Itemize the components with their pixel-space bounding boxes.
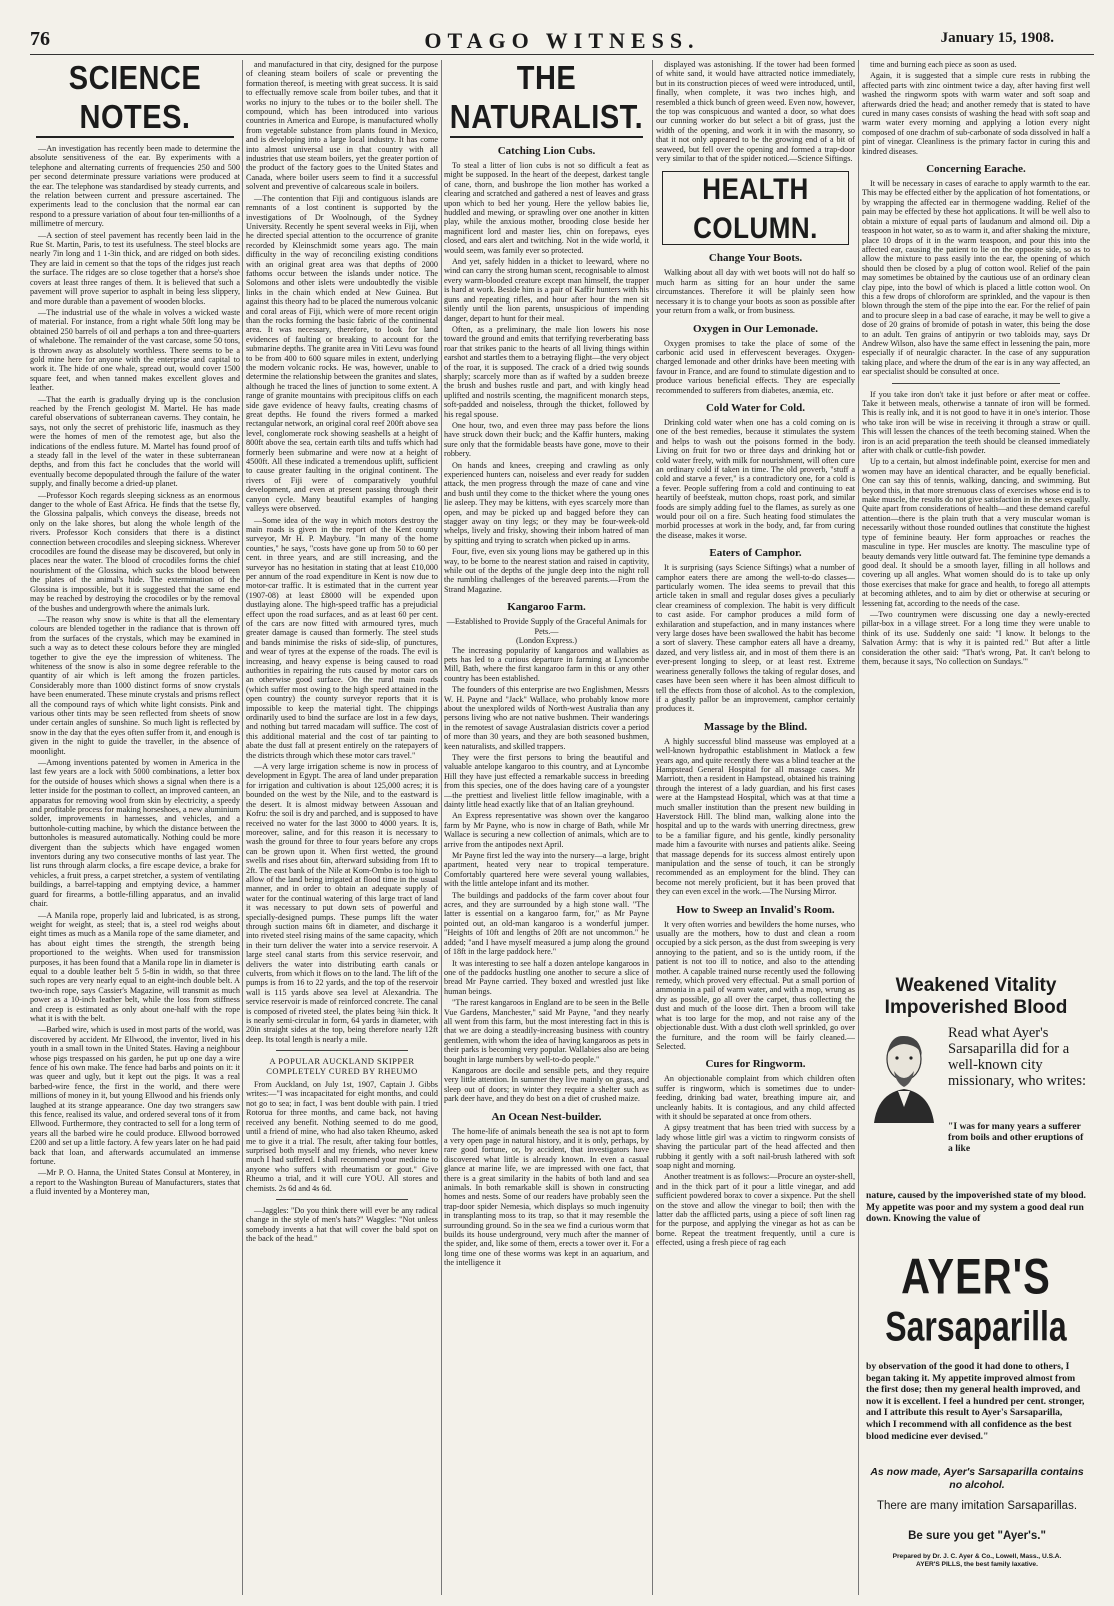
article-paragraph: It was interesting to see half a dozen antelope kangaroos in one of the paddocks hustling one another to secure a slice of bread Mr Payne carried. They boxed and wrestled just like human beings.	[444, 958, 649, 996]
section-heading-health: HEALTH COLUMN.	[693, 171, 818, 246]
article-paragraph: One hour, two, and even three may pass before the lions have struck down their buck; and the Kaffir hunters, making sure only that the formidable beasts have gone, move to their robbery.	[444, 420, 649, 459]
ad-brand-sarsaparilla: Sarsaparilla	[885, 1302, 1067, 1350]
science-note-paragraph: —Mr P. O. Hanna, the United States Consul at Monterey, in a report to the Washington Bureau of Manufacturers, states that a fluid invented by a Monterey man,	[30, 1168, 240, 1197]
column-continued	[246, 60, 438, 1595]
article-subtitle: (London Express.)	[516, 636, 577, 646]
article-paragraph: Drinking cold water when one has a cold coming on is one of the best remedies, because it stimulates the system and helps to wash out the poisons formed in the body. Living on fruit for two or three days and drinking hot or cold water freely, with milk for nourishment, will often cure an ordinary cold if taken in time. The old proverb, "stuff a cold and starve a fever," is a contradictory one, for a cold is a fever. People suffering from a cold and continuing to eat heartily of beefsteak, mutton chops, roast pork, and similar foods are simply adding fuel to the flames, as surely as one would pour oil on a fire. Such heating food stimulates the morbid processes at work in the body, and, far from curing the disease, makes it worse.	[656, 417, 855, 540]
ad-imitations-warning: There are many imitation Sarsaparillas.	[876, 1500, 1078, 1512]
health-articles	[862, 162, 1090, 377]
article-title: An Ocean Nest-builder.	[491, 1110, 602, 1123]
article-continued	[862, 60, 1090, 156]
article-paragraph: The founders of this enterprise are two Englishmen, Messrs W. H. Payne and "Jack" Wallace, who probably know more about the unexplored wilds of North-west Australia than any persons living who are not native bushmen. Their wanderings in the remotest of savage Australasian districts cover a period of more than 30 years, and they are both seasoned bushmen, keen naturalists, and skilled trappers.	[444, 685, 649, 751]
ad-be-sure: Be sure you get "Ayer's."	[908, 1530, 1046, 1542]
column-health-continued	[862, 60, 1090, 965]
page-number: 76	[30, 28, 50, 50]
article-title: Concerning Earache.	[926, 163, 1026, 176]
science-note-paragraph: —Among inventions patented by women in America in the last few years are a lock with 5000 combinations, a letter box for the outside of houses which shows a signal when there is a letter inside for the postman to collect, an improved canteen, an apparatus for removing wool from skin by electricity, a speedy and profitable process for making horseshoes, a new aluminium solder, improvements in harnesses, and vehicles, and a buttonhole-cutting machine, by which the distance between the buttonholes is measured automatically. Nothing could be more divergent than the subjects which have engaged women inventors during any two consecutive months of last year. The list runs through alarm clocks, a fire escape device, a brake for vehicles, a fruit press, a carpet stretcher, a system of ventilating buildings, a barrel-tapping and emptying device, a hammer guard for firearms, a bottle-filling apparatus, and an invalid chair.	[30, 758, 240, 909]
page-header	[30, 28, 1094, 55]
article-paragraph: The buildings and paddocks of the farm cover about four acres, and they are surrounded by a high stone wall. "The latter is essential on a kangaroo farm, for," as Mr Payne pointed out, an old-man kangaroo is a wonderful jumper. "Heights of 10ft and lengths of 20ft are not uncommon." he added; "and I have myself measured a jump along the ground of 18ft in the large paddock here."	[444, 890, 649, 957]
article-continued	[656, 60, 855, 163]
column-rule	[652, 60, 653, 1595]
article-paragraph: Kangaroos are docile and sensible pets, and they require very little attention. In summer they live mainly on grass, and sleep out of doors; in winter they require a shelter such as park deer have, and they do best on a diet of crushed maize.	[444, 1065, 649, 1104]
column-health	[656, 60, 855, 1595]
ad-brand-ayers: AYER'S	[901, 1249, 1051, 1305]
misc-paragraph: If you take iron don't take it just before or after meat or coffee. Take it between meals, otherwise a tannate of iron will be formed. This is really ink, and it is not good to have it in one's interior. Those who take iron will be wise in receiving it through a straw or quill. This will lessen the chances of the teeth becoming stained. When the iron is an acid preparation the teeth should be cleansed immediately after with chalk or cuttle-fish powder.	[862, 389, 1090, 456]
science-note-paragraph: —A very large irrigation scheme is now in process of development in Egypt. The area of land under preparation for irrigation and cultivation is about 125,000 acres; it is bounded on the west by the Nile, and to the eastward is the desert. It is almost midway between Assouan and Kofru: the soil is dry and parched, and is supposed to have received no water for the last 3000 to 4000 years. It is, moreover, saline, and for this reason it is necessary to wash the ground for three to four years before any crops can be grown upon it. When first wetted, the ground swells and rises about 6in, afterward subsiding from 1ft to 2ft. The east bank of the Nile at Kom-Ombo is too high to allow of the land being irrigated at flood time in the usual manner, and in order to obtain an adequate supply of water for the continual watering of this large tract of land it was necessary to put down sets of powerful and specially-designed pumps. These pumps lift the water through suction mains 6ft in diameter, and discharge it into riveted steel rising mains of the same capacity, which in their turn deliver the water into a service reservoir. A large steel canal starts from this service reservoir, and delivers the water into distributing earth canals or culverts, from which it flows on to the land. The lift of the pumps is from 16 to 22 yards, and the top of the reservoir wall is 115 yards above sea level at Alexandria. The service reservoir is made of reinforced concrete. The canal is composed of riveted steel, the plates being ¾in thick. It is nearly semi-circular in form, 64 yards in diameter, with 20in straight sides at the top, being therefore nearly 12ft deep. Its total length is nearly a mile.	[246, 762, 438, 1044]
article-paragraph: And yet, safely hidden in a thicket to leeward, where no wind can carry the strong human scent, recognisable to almost every warm-blooded creature except man himself, the trapper is hard at work. Beside him is a pair of Kaffir hunters with his guns and repeating rifles, and hour after hour the men sit silently until the lion parents, unsuspicious of impending danger, depart to hunt for their meal.	[444, 257, 649, 323]
article-title: Cures for Ringworm.	[705, 1058, 806, 1071]
article-paragraph: time and burning each piece as soon as used.	[870, 60, 1017, 69]
paper-title: OTAGO WITNESS.	[424, 28, 700, 53]
article-subtitle: —Established to Provide Supply of the Graceful Animals for Pets.—	[446, 617, 647, 636]
science-note-paragraph: —Professor Koch regards sleeping sickness as an enormous danger to the whole of East Africa. He finds that the tsetse fly, the Glossina palpalis, which conveys the disease, breeds not only on the lake shores, but along the whole length of the rivers. Professor Koch considers that there is a distinct connection between crocodiles and sleeping sickness. Wherever crocodiles are found the disease may be discovered, but only in places near the water. The blood of crocodiles forms the chief nourishment of the Glossina, which sucks the blood between the plates of the animal's hide. The extermination of the Glossina is impossible, but it is suggested that the same end may be reached by destroying the crocodiles or by the removal of the bushes and undergrowth where the animals lurk.	[30, 490, 240, 613]
article-paragraph: An objectionable complaint from which children often suffer is ringworm, which is sometimes due to under-feeding, drinking bad water, breathing impure air, and uncleanly habits. It is contagious, and any child affected with it should be separated at once from others.	[656, 1074, 855, 1121]
article-paragraph: Four, five, even six young lions may be gathered up in this way, to be borne to the nearest station and raised in captivity, while out of the depths of the jungle deep into the night roll the rumbling challenges of the bereaved parents.—From the Strand Magazine.	[444, 547, 649, 594]
ad-maker-line: Prepared by Dr. J. C. Ayer & Co., Lowell, Mass., U.S.A.	[892, 1553, 1062, 1560]
article-paragraph: They were the first persons to bring the beautiful and valuable antelope kangaroo to this country, and at Lyncombe Hill they have just effected a remarkable success in breeding from this species, one of the does having care of a youngster—the prettiest and liveliest little fellow imaginable, with a dainty little head exactly like that of an Italian greyhound.	[444, 752, 649, 809]
science-note-paragraph: —A section of steel pavement has recently been laid in the Rue St. Martin, Paris, to test its usefulness. The steel blocks are nearly 7in long and 1 1-3in thick, and are ridged on both sides. They are laid in cement so that the tops of the ridges just reach the surface. The ridges are so close together that a horse's shoe covers at least three ranges of them. It is believed that such a pavement will prove superior to asphalt in being less slippery, and more durable than a pavement of wooden blocks.	[30, 230, 240, 306]
article-title: Eaters of Camphor.	[709, 547, 802, 560]
article-title: Massage by the Blind.	[703, 720, 808, 733]
article-paragraph: A gipsy treatment that has been tried with success by a lady whose little girl was a victim to ringworm consists of shaving the particular part of the head affected and then rubbing it gently with a soft nail-brush lathered with soft soap night and morning.	[656, 1123, 855, 1170]
misc-paragraph: Up to a certain, but almost indefinable point, exercise for men and women may have an identical character, and be equally beneficial. One can say this of tennis, walking, dancing, and swimming. But beyond this, in that more strenuous class of exercises whose end is to make muscle, the results do not give satisfaction in the sexes equally. Quite apart from considerations of health—and these demand careful attention—there is the plain truth that a very muscular woman is necessarily without those rounded outlines that constitute the highest type of feminine beauty. Her form approaches or reaches the masculine in type. Her muscles are knotty. The masculine type of beauty demands very little outward fat. The feminine type demands a good deal. It should be a smooth layer, filling in all hollows and covering up all angles. What women should do is to take up only those exercises that make for grace and health, to forego all attempts at becoming athletes, and to aim by diet or otherwise at securing or lessening fat, according to the needs of the case.	[862, 457, 1090, 608]
article-paragraph: Walking about all day with wet boots will not do half so much harm as sitting for an hour under the same circumstances. Therefore it will be plainly seen how necessary it is to change your boots as soon as possible after your return from a walk, or from business.	[656, 268, 855, 316]
article-title: Catching Lion Cubs.	[497, 145, 596, 157]
notice-body	[246, 1080, 438, 1193]
article-paragraph: Mr Payne first led the way into the nursery—a large, bright apartment, heated very near to tropical temperature. Comfortably quartered here were several young wallabies, with the little antelope infant and its mother.	[444, 851, 649, 889]
column-rule	[242, 60, 243, 1595]
ad-quote-middle: nature, caused by the impoverished state of my blood. My appetite was poor and my system a good deal run down. Knowing the value of	[866, 1190, 1086, 1225]
column-rule	[858, 60, 859, 1595]
article-title: Cold Water for Cold.	[705, 401, 805, 414]
article-paragraph: Often, as a preliminary, the male lion lowers his nose toward the ground and emits that terrifying reverberating bass roar that strikes panic to the hearts of all living things within earshot and startles them to a betraying flight—the very object of the roar, it is supposed. The crack of a dried twig sounds sharply; scarcely more than as if wafted by a sudden breeze the brush and bushes rustle and part, and with kingly head uplifted and nostrils scenting, the magnificent monarch steps, soft-padded and noiseless, through the thicket, followed by his regal spouse.	[444, 324, 649, 419]
ad-quote-start: "I was for many years a sufferer from boils and other eruptions of a like	[948, 1121, 1084, 1154]
article-paragraph: It will be necessary in cases of earache to apply warmth to the ear. This may be effected either by the application of hot fomentations, or by wrapping the affected ear in thermogene wadding. Relief of the pain may be effected by these hot applications. It will be well also to obtain a mixture of equal parts of laudanum and almond oil. Dip a teaspoon in hot water, so as to warm it, and after shaking the mixture, place 10 drops of it in the warm teaspoon, and pour this into the affected ear, causing the patient to lie on the opposite side, so as to allow the mixture to pass easily into the ear, the opening of which should then be closed by a plug of cotton wool. Relief of the pain may sometimes be obtained by the cautious use of an ordinary clean clay pipe, into the bowl of which is placed a little cotton wool. On this a few drops of chloroform are sprinkled, and the vapour is then blown through the stem of the pipe into the ear. For the relief of pain and to procure sleep in a bad case of earache, it may be well to give a dose of 20 grains of bromide of potash in water, this being the dose to an adult. Ten grains of antipyrin or two tabloids may, says Dr Andrew Wilson, also have the same effect in lessening the pain, more especially if of neuralgic character. In the case of any suppuration taking place, and where the drum of the ear is in any way affected, an ear specialist should be consulted at once.	[862, 179, 1090, 377]
column-naturalist	[444, 60, 649, 1595]
divider	[276, 1050, 408, 1051]
joke-paragraph: —Jaggles: "Do you think there will ever be any radical change in the style of men's hats?" Waggles: "Not unless somebody invents a hat that will cover the bald spot on the back of the head."	[246, 1205, 438, 1244]
article-body	[246, 60, 438, 1044]
article-paragraph: The home-life of animals beneath the sea is not apt to form a very open page in natural history, and it is only, perhaps, by rare good fortune, or, by accident, that investigators have discovered what little is already known. In even a casual glance at marine life, we are impressed with one fact, that there is a great similarity in the habits of both land and sea animals. In both remarkable skill is shown in constructing homes and nests. Some of our readers have probably seen the trap-door spider Nemesia, which displays so much ingenuity in transplanting moss to its trap, so that it may resemble the surrounding ground. So in the sea we find a curious worm that builds its house underground, very much after the manner of the spider, and, like some of them, erects a tower over it. For a long time one of these worms was kept in an aquarium, and the intelligence it	[444, 1126, 649, 1268]
article-title: How to Sweep an Invalid's Room.	[676, 903, 835, 916]
article-paragraph: Oxygen promises to take the place of some of the carbonic acid used in effervescent beverages. Oxygen-charged lemonade and other drinks have been meeting with favour in France, and are found to stimulate digestion and to produce various beneficial effects. They are especially recommended to sufferers from diabetes, anæmia, etc.	[656, 338, 855, 395]
article-title: Kangaroo Farm.	[507, 601, 586, 614]
science-note-paragraph: —The industrial use of the whale in volves a wicked waste of material. For instance, from a right whale 50ft long may be obtained 250 barrels of oil and perhaps a ton and three-quarters of whalebone. The remainder of the vast carcase, some 50 tons, is thrown away as absolutely worthless. There seems to be a gold mine here for anyone with the enterprise and capital to work it. The hide of one whale, spread out, would cover 1500 square feet, and when tanned makes excellent gloves and leather.	[30, 307, 240, 393]
ad-testimonial-body: by observation of the good it had done to others, I began taking it. My appetite improved almost from the first dose; then my general health improved, and now it is excellent. I feel a hundred per cent. stronger, and I attribute this result to Ayer's Sarsaparilla, which I recommend with all confidence as the best blood medicine ever devised."	[866, 1361, 1085, 1442]
notice-paragraph: From Auckland, on July 1st, 1907, Captain J. Gibbs writes:—"I was incapacitated for eight months, and could not go to sea; in fact, I was bent double with pain. I tried Rotorua for three months, and came back, not having received any benefit. Nothing seemed to do me good, until a friend of mine, who had also taken Rheumo, asked me to give it a trial. The result, after taking four bottles, surprised both myself and my friends, who never knew much I had suffered. I shall recommend your medicine to anyone who suffers with rheumatism or gout." Give Rheumo a trial, and it will cure YOU. All stores and chemists. 2s 6d and 4s 6d.	[246, 1080, 438, 1193]
article-paragraph: The increasing popularity of kangaroos and wallabies as pets has led to a curious departure in farming at Lyncombe Mill, Bath, where the first kangaroo farm in this or any other country has been established.	[444, 645, 649, 683]
ad-headline-1: Weakened Vitality	[895, 975, 1057, 996]
science-note-paragraph: —That the earth is gradually drying up is the conclusion reached by the French geologist M. Martel. He has made careful observations of subterranean caverns. They contain, he says, not only the secret of prehistoric life, inasmuch as they were the homes of men of the remotest age, but also the indications of the endless future. M. Martel has found proof of a steady fall in the level of the water in these subterranean depths, and from this fact he concludes that the world will eventually become depopulated through the failure of the water supply, and finally become a dried-up planet.	[30, 394, 240, 489]
health-heading-box	[662, 171, 849, 245]
article-paragraph: displayed was astonishing. If the tower had been formed of white sand, it would have attracted notice immediately, but in its construction pieces of weed were introduced, until, finally, when complete, it was two inches high, and resembled a thick bunch of green weed. Even now, however, the top was conspicuous and wanted a door, so what does our cunning worker do but select a bit of grass, just the width of the opening, and work it in with the masonry, so that it not only appeared to be the growing end of a bit of seaweed, but fell over the opening and formed a trap-door very similar to that of the spider noticed.—Science Siftings.	[656, 60, 855, 164]
health-articles	[656, 251, 855, 1247]
article-paragraph: On hands and knees, creeping and crawling as only experienced hunters can, noiseless and ever ready for sudden attack, the men progress through the maze of cane and vine and bush until they come to the thicket where the young ones lie asleep. They may be kittens, with eyes scarcely more than open, and may be picked up and bagged before they can stagger away on tiny legs; or they may be four-week-old whelps, lively and frisky, showing their inborn hatred of man by spitting and trying to scratch when picked up in arms.	[444, 460, 649, 545]
column-science-notes	[30, 60, 240, 1595]
article-paragraph: Again, it is suggested that a simple cure rests in rubbing the affected parts with zinc ointment twice a day, after having first well washed the ringworm spots with warm water and soft soap and afterwards dried the head; and another remedy that is stated to have cured in many cases consists of washing the head with soft soap and warm water every morning and applying a lotion every night composed of one drachm of sub-carbonate of soda dissolved in half a pint of vinegar. Cleanliness is the primary factor in curing this and kindred diseases.	[862, 71, 1090, 156]
article-paragraph: Another treatment is as follows:—Procure an oyster-shell, and in the thick part of it pour a little vinegar, and add sufficient powdered borax to cover a sixpence. Put the shell on the stove and allow the vinegar to boil; then with the latter dab the afflicted parts, using a piece of soft linen rag for the purpose, and applying the vinegar as hot as can be borne. Repeat the treatment frequently, until a cure is effected, using a fresh piece of rag each	[656, 1172, 855, 1248]
section-heading-naturalist: THE NATURALIST.	[449, 60, 644, 136]
science-note-paragraph: —Some idea of the way in which motors destroy the main roads is given in the report of the Kent county surveyor, Mr H. P. Maybury. "In many of the home counties," he says, "costs have gone up from 50 to 60 per cent. in three years, and are still increasing, and the surveyor has no hesitation in stating that at least £10,000 per annum of the road expenditure in Kent is now due to motor-car traffic. It is estimated that in the current year (1907-08) at least £8000 will be expended upon dustlaying alone. The high-speed traffic has a prejudicial effect upon the road surfaces, and as at least 60 per cent. of the cars are now fitted with armoured tyres, much greater damage is caused than formerly. The steel studs and bands minimise the risks of side-slip, of punctures, and wear of tyres at the expense of the roads. The evil is increasing, and heavy expense is being caused to road authorities in repairing the ruts caused by motor cars on an otherwise good surface. On the rural main roads (which suffer most owing to the high speed attained in the open country) the county surveyor reports that it is impossible to keep the material tight. The chippings ordinarily used to bind the surface are lost in a few days, and nothing but tarred macadam will suffice. The cost of this additional material and the cost of tar painting to abate the dust fall at present entirely on the ratepayers of the districts through which these motor cars travel."	[246, 515, 438, 760]
ayers-sarsaparilla-advertisement	[862, 975, 1090, 1575]
article-paragraph: An Express representative was shown over the kangaroo farm by Mr Payne, who is now in charge of Bath, while Mr Wallace is securing a new collection of animals, which are to arrive from the antipodes next April.	[444, 811, 649, 849]
science-note-paragraph: —Barbed wire, which is used in most parts of the world, was discovered by accident. Mr Ellwood, the inventor, lived in his youth in a small town in the United States. Having a neighbour whose pigs trespassed on his garden, he put up one day a wire fence of his own make. The fence had barbs and points on it: it was queer and ugly, but it kept out the pigs. It was a real barbed-wire fence, the first in the world, and there were millions of money in it, but young Ellwood and his friends only laughed at its strange appearance. One day two strangers saw this fence, realised its value, and ordered several tons of it from Ellwood. Furthermore, they contracted to sell for a long term of years all the barbed wire he could produce. Ellwood borrowed £200 and set up a little factory. A few years later on he had paid back that loan, and afterwards accumulated an immense fortune.	[30, 1025, 240, 1167]
article-title: Oxygen in Our Lemonade.	[692, 322, 819, 335]
science-note-paragraph: —The contention that Fiji and contiguous islands are remnants of a lost continent is supported by the investigations of Dr Woolnough, of the Sydney University. Recently he spent several weeks in Fiji, when he directed special attention to the occurrence of granite recorded by Kleinschmidt some years ago. The main difficulty in the way of reconciling existing conditions with an original great area was that depths of 2000 fathoms occur between the islands under notice. The Solomons and other islets were undoubtedly the visible links in the chain which ended at New Guinea. But against this theory had to be placed the numerous volcanic and coral areas of Fiji, which were of more recent origin than the rocks forming the basic fabric of the continental area. It was necessary, therefore, to look for land evidences of faulting or breaking to account for the submarine depths. The granite area in Viti Levu was found to be from 400 to 600 square miles in extent, underlying the modern volcanic rocks. He was, however, unable to determine the relationship between the granites and slates, although he traced the lines of junction to some extent. A range of granite mountains with precipitous cliffs on each side gave evidence of heavy faults, creating chasms of great depths. He found the rivers formed a marked rectangular network, an original coral reef 200ft above sea level, conglomerate rock showing seashells at a height of 800ft above the sea, certain earth tilts and tuffs which had formerly been submarine and were now at a height of 4500ft. All these indicated a tremendous uplift, sufficient to cause greater faulting in the original continent. The rivers of Fiji were of comparatively youthful development, and even at present passing through their canyon cycle. Many beautiful examples of hanging valleys were observed.	[246, 193, 438, 514]
article-title: Change Your Boots.	[708, 252, 803, 265]
science-note-paragraph: —A Manila rope, properly laid and lubricated, is as strong, weight for weight, as steel; that is, a steel rod weighs about eight times as much as a Manila rope of the same diameter, and has about eight times the strength, the strength being proportioned to the weights. When used for transmission purposes, it has been found that a Manila rope lin in diameter is equal to a double leather belt 5 5-8in in width, so that three such ropes are very nearly equal to an eight-inch double belt. A two-inch rope, says Cassier's Magazine, will transmit as much power as a 10-inch leather belt, while the loss from stiffness and creep is estimated as only about one-half with the rope what it is with the belt.	[30, 910, 240, 1023]
misc-paragraphs	[862, 390, 1090, 667]
misc-paragraph: —Two countrymen were discussing one day a newly-erected pillar-box in a village street. For a long time they were unable to think of its use. Suddenly one said: "I know. It belongs to the Salvation Army: that is why it is painted red." But after a little consideration the other said: "That's wrong, Pat. It can't belong to them, because it says, 'No collection on Sundays.'"	[862, 609, 1090, 666]
science-note-paragraph: —An investigation has recently been made to determine the absolute sensitiveness of the ear. By experiments with a telephone and alternating currents of frequencies 250 and 500 per second determinate pressure variations were produced at the ear. The telephone was standardised by steady currents, and the relation between current and pressure ascertained. The experiments lead to the conclusion that the normal ear can respond to a pressure variation of about four ten-millionths of a millimetre of mercury.	[30, 144, 240, 229]
naturalist-articles	[444, 144, 649, 1268]
column-rule	[441, 60, 442, 1595]
section-heading-science-notes: SCIENCE NOTES.	[68, 60, 202, 136]
ad-quote-lead: Read what Ayer's Sarsaparilla did for a well-known city missionary, who writes:	[948, 1025, 1087, 1089]
article-paragraph: It is surprising (says Science Siftings) what a number of camphor eaters there are among the well-to-do classes—particularly women. The idea seems to prevail that this article taken in small and regular doses gives a peculiarly clear creaminess of complexion. The habit is very difficult to cast aside. For camphor produces a mild form of exhilaration and stupefaction, and in many instances where very large doses have been swallowed the habit has become a sort of slavery. These camphor eaters all have a dreamy, dazed, and very listless air, and in most of them there is an ever-present longing to sleep, or at least rest. Extreme weariness generally follows the taking of regular doses, and cases have been seen where it has been almost difficult to tell the effects from those of alcohol. As to the complexion, if a ghastly pallor be an improvement, camphor certainly produces it.	[656, 563, 855, 714]
science-note-paragraph: and manufactured in that city, designed for the purpose of cleaning steam boilers of scale or preventing the formation thereof, is meeting with great success. It is said to effectually remove scale from boiler tubes, and that it works no injury to the tubes or to the boiler shell. The compound, which has been introduced into various countries in America and Europe, is manufactured wholly from vegetable substance from plants found in Mexico, and is developing into a large local industry. It has come into almost universal use in that country with all industries that use steam boilers, yet the greater portion of the product of the factory goes to the United States and Canada, where boiler users seem to find it a successful solvent and preventive of calcareous scale in boilers.	[246, 60, 438, 192]
issue-date: January 15, 1908.	[940, 30, 1054, 46]
notice-title: A POPULAR AUCKLAND SKIPPER COMPLETELY CURED BY RHEUMO	[266, 1056, 418, 1076]
missionary-portrait-icon	[868, 1027, 940, 1123]
article-paragraph: A highly successful blind masseuse was employed at a well-known hydropathic establishment in Matlock a few years ago, and quite recently there was a blind teacher at the Hampstead General Hospital for all massage cases. Mr Marriott, then a resident in Hampstead, obtained his training through the interest of a lady guardian, and his first cases were at the Hampstead Hospital, which was at that time a much smaller institution than the present new building in Haverstock Hill. The blind man, walking alone into the hospital and up to the wards with unerring directness, grew to be a familiar figure, and his gentle, kindly personality made him a favourite with nurses and patients alike. Seeing that massage depends for its success almost entirely upon manipulation and the sense of touch, it can be strongly recommended as an employment for the blind. They can become not merely proficient, but it has been proved that they can even excel in the work.—The Nursing Mirror.	[656, 736, 855, 897]
science-note-paragraph: —The reason why snow is white is that all the elementary colours are blended together in the radiance that is thrown off from the surfaces of the crystals, which may be examined in such a way as to detect these colours before they are mingled together to give the eye the impression of whiteness. The whiteness of the snow is also in some degree referable to the quantity of air which is left among the frozen particles. Considerably more than 1000 distinct forms of snow crystals have been enumerated. These minute crystals and prisms reflect all the compound rays of which white light consists. Pink and various other tints may be seen reflected from sheets of snow under certain angles of sunshine. So much light is reflected by snow in the day that the eyes often suffer from it, and enough is given in the night to guide the traveller, in the absence of moonlight.	[30, 614, 240, 756]
ad-fine-print	[866, 1553, 1088, 1570]
article-paragraph: "The rarest kangaroos in England are to be seen in the Belle Vue Gardens, Manchester," said Mr Payne, "and they nearly all went from this farm, but the most interesting fact in this is that we are doing a steadily-increasing business with country gentlemen, with whom the idea of having kangaroos as pets in their parks is becoming very popular. Wallabies also are being bought in large numbers by well-to-do people."	[444, 998, 649, 1064]
article-paragraph: It very often worries and bewilders the home nurses, who usually are the mothers, how to dust and clean a room occupied by a sick person, as the dust from sweeping is very annoying to the patient, and so is the untidy room, if the patient is not too ill to notice, and also to the attending mother. A capable trained nurse recently used the following remedy, which proved very effectual. Put a small portion of ammonia in a pail of warm water, and with a mop, wrung as dry as possible, go all over the carpet, thus collecting the dust and much of the loose dirt. Then a broom will take what is too large for the mop, and not raise any of the objectionable dust. With a dust cloth well sprinkled, go over the furniture, and the room will be fairly cleaned.—Selected.	[656, 919, 855, 1051]
divider	[892, 383, 1060, 384]
ad-pills-line: AYER'S PILLS, the best family laxative.	[916, 1561, 1038, 1569]
divider	[276, 1199, 408, 1200]
ad-no-alcohol-note: As now made, Ayer's Sarsaparilla contains no alcohol.	[870, 1466, 1084, 1491]
article-paragraph: To steal a litter of lion cubs is not so difficult a feat as might be supposed. In the heart of the deepest, darkest tangle of cane, thorn, and bushrope the lion mother has worked a clearing and scratched and gathered a nest of leaves and grass upon which to bed her young. Here the yellow babies lie, huddled and mewing, or sprawling over one another in kitten play, while the anxious mother, brooding close beside her magnificent lord and master lies, chin on forepaws, eyes closed, and ears alert and twitching. Not in the wide world, it would seem, was family ever so protected.	[444, 161, 649, 255]
ad-headline-2: Impoverished Blood	[884, 997, 1068, 1018]
article-body	[30, 144, 240, 1197]
